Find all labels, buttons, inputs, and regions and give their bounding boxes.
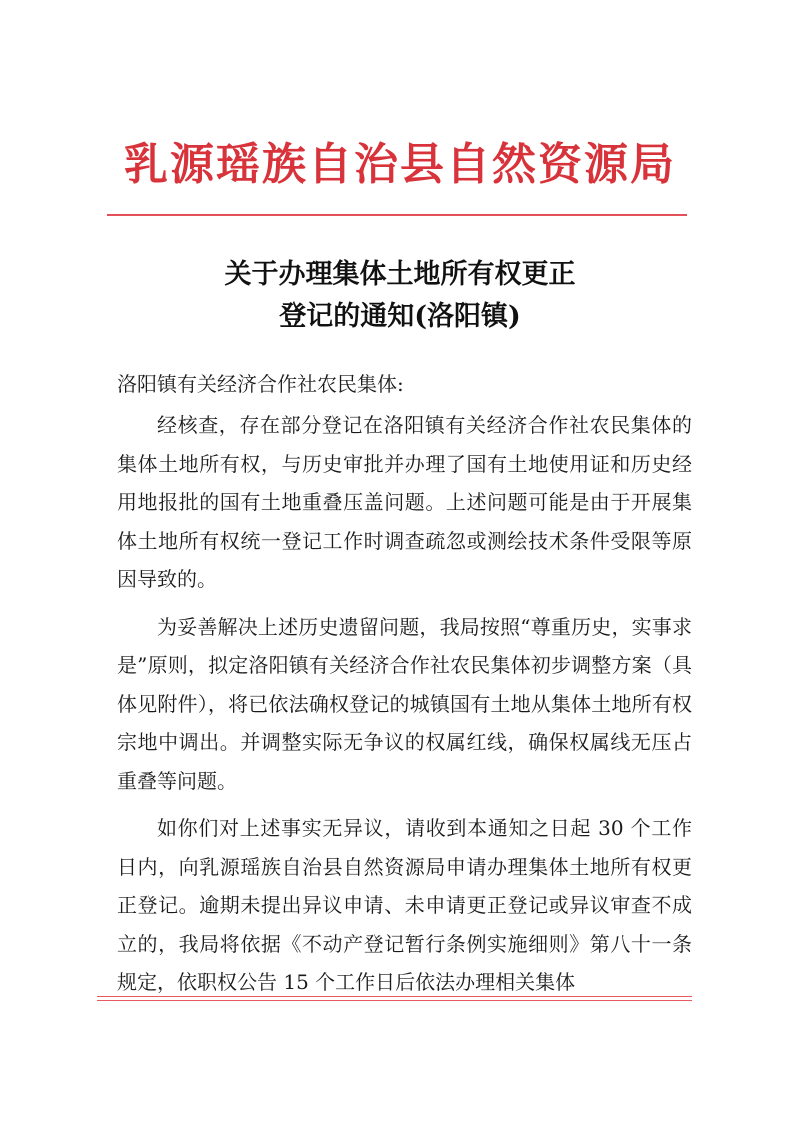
body-paragraph-2: 为妥善解决上述历史遗留问题，我局按照“尊重历史，实事求是”原则，拟定洛阳镇有关经济合作社农民集体初步调整方案（具体见附件），将已依法确权登记的城镇国有土地从集体土地所有权宗地中调出。并调整实际无争议的权属红线，确保权属线无压占重叠等问题。 <box>117 614 692 793</box>
red-header-rule <box>107 214 687 216</box>
notice-title-line-1: 关于办理集体土地所有权更正 <box>224 259 576 290</box>
notice-body <box>117 406 692 1011</box>
body-paragraph-3: 如你们对上述事实无异议，请收到本通知之日起 30 个工作日内，向乳源瑶族自治县自然资源局申请办理集体土地所有权更正登记。逾期未提出异议申请、未申请更正登记或异议审查不成立的，我局将依据《不动产登记暂行条例实施细则》第八十一条规定，依职权公告 15 个工作日后依法办理相关集体 <box>117 816 692 994</box>
salutation: 洛阳镇有关经济合作社农民集体: <box>117 372 404 396</box>
agency-masthead: 乳源瑶族自治县自然资源局 <box>124 139 676 190</box>
red-footer-rule-upper <box>97 996 692 997</box>
body-paragraph-1: 经核查，存在部分登记在洛阳镇有关经济合作社农民集体的集体土地所有权，与历史审批并办理了国有土地使用证和历史经用地报批的国有土地重叠压盖问题。上述问题可能是由于开展集体土地所有权统一登记工作时调查疏忽或测绘技术条件受限等原因导致的。 <box>117 413 692 591</box>
notice-title-line-2: 登记的通知(洛阳镇) <box>279 301 521 332</box>
red-footer-rule-lower <box>97 1000 692 1001</box>
